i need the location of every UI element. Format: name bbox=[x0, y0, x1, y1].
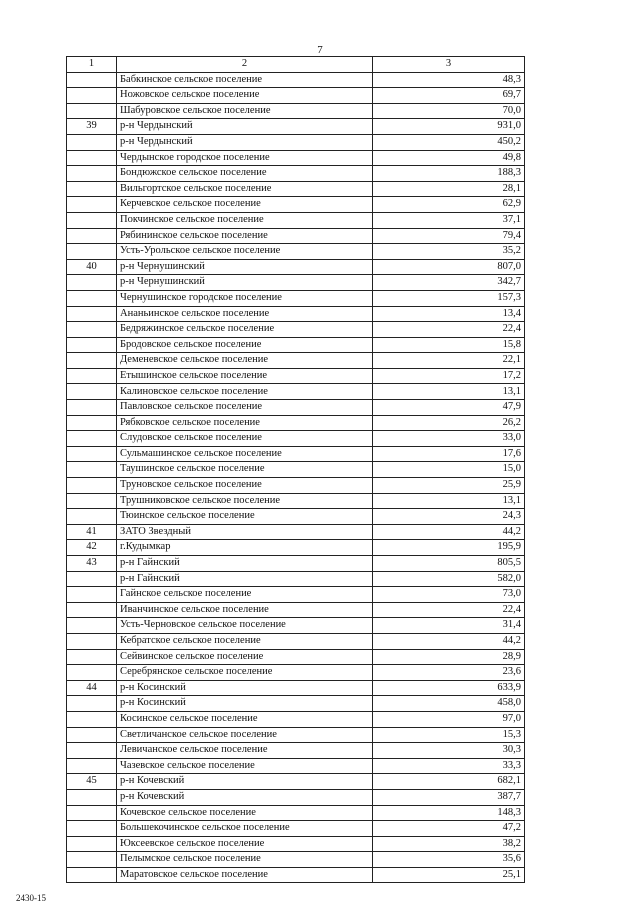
row-value: 450,2 bbox=[373, 134, 525, 150]
header-row bbox=[67, 57, 525, 73]
row-name: Слудовское сельское поселение bbox=[117, 431, 373, 447]
row-name: Бродовское сельское поселение bbox=[117, 337, 373, 353]
row-value: 195,9 bbox=[373, 540, 525, 556]
row-name: Чазевское сельское поселение bbox=[117, 758, 373, 774]
data-table bbox=[66, 56, 525, 883]
row-value: 15,0 bbox=[373, 462, 525, 478]
table-row bbox=[67, 633, 525, 649]
row-name: р-н Косинский bbox=[117, 696, 373, 712]
row-number bbox=[67, 462, 117, 478]
row-name: р-н Чернушинский bbox=[117, 259, 373, 275]
row-name: Серебрянское сельское поселение bbox=[117, 665, 373, 681]
row-number bbox=[67, 415, 117, 431]
row-number bbox=[67, 478, 117, 494]
row-name: р-н Чердынский bbox=[117, 134, 373, 150]
table-row bbox=[67, 368, 525, 384]
row-number bbox=[67, 197, 117, 213]
row-value: 97,0 bbox=[373, 711, 525, 727]
row-number bbox=[67, 618, 117, 634]
row-name: р-н Чернушинский bbox=[117, 275, 373, 291]
row-name: Ананьинское сельское поселение bbox=[117, 306, 373, 322]
table-row bbox=[67, 306, 525, 322]
row-number bbox=[67, 103, 117, 119]
row-name: ЗАТО Звездный bbox=[117, 524, 373, 540]
row-number bbox=[67, 711, 117, 727]
table-row bbox=[67, 462, 525, 478]
table-row bbox=[67, 821, 525, 837]
footer-code: 2430-15 bbox=[16, 893, 46, 903]
table-row bbox=[67, 431, 525, 447]
table-row bbox=[67, 587, 525, 603]
row-number bbox=[67, 587, 117, 603]
row-value: 807,0 bbox=[373, 259, 525, 275]
row-value: 15,8 bbox=[373, 337, 525, 353]
row-value: 13,1 bbox=[373, 493, 525, 509]
row-value: 23,6 bbox=[373, 665, 525, 681]
row-number bbox=[67, 867, 117, 883]
row-number bbox=[67, 400, 117, 416]
row-number bbox=[67, 150, 117, 166]
row-name: Светличанское сельское поселение bbox=[117, 727, 373, 743]
row-name: Кочевское сельское поселение bbox=[117, 805, 373, 821]
row-value: 62,9 bbox=[373, 197, 525, 213]
table-row bbox=[67, 478, 525, 494]
row-name: р-н Гайнский bbox=[117, 571, 373, 587]
table-row bbox=[67, 212, 525, 228]
row-value: 73,0 bbox=[373, 587, 525, 603]
row-value: 49,8 bbox=[373, 150, 525, 166]
row-value: 805,5 bbox=[373, 556, 525, 572]
row-number bbox=[67, 181, 117, 197]
row-value: 148,3 bbox=[373, 805, 525, 821]
row-name: Кебратское сельское поселение bbox=[117, 633, 373, 649]
row-name: Чернушинское городское поселение bbox=[117, 290, 373, 306]
row-number bbox=[67, 322, 117, 338]
table-row bbox=[67, 88, 525, 104]
row-number bbox=[67, 166, 117, 182]
row-number bbox=[67, 275, 117, 291]
row-name: р-н Чердынский bbox=[117, 119, 373, 135]
row-value: 22,4 bbox=[373, 322, 525, 338]
row-name: р-н Кочевский bbox=[117, 789, 373, 805]
table-row bbox=[67, 571, 525, 587]
row-name: Бабкинское сельское поселение bbox=[117, 72, 373, 88]
row-name: Юксеевское сельское поселение bbox=[117, 836, 373, 852]
row-number bbox=[67, 758, 117, 774]
row-number bbox=[67, 337, 117, 353]
row-value: 38,2 bbox=[373, 836, 525, 852]
row-number bbox=[67, 290, 117, 306]
table-row bbox=[67, 618, 525, 634]
row-value: 25,9 bbox=[373, 478, 525, 494]
table-row bbox=[67, 150, 525, 166]
row-number: 43 bbox=[67, 556, 117, 572]
row-name: Ножовское сельское поселение bbox=[117, 88, 373, 104]
table-row bbox=[67, 524, 525, 540]
table-row bbox=[67, 665, 525, 681]
row-number bbox=[67, 493, 117, 509]
row-number bbox=[67, 743, 117, 759]
row-number bbox=[67, 212, 117, 228]
row-value: 157,3 bbox=[373, 290, 525, 306]
row-value: 28,1 bbox=[373, 181, 525, 197]
row-value: 33,0 bbox=[373, 431, 525, 447]
row-number bbox=[67, 228, 117, 244]
table-row bbox=[67, 509, 525, 525]
table-row bbox=[67, 337, 525, 353]
row-value: 342,7 bbox=[373, 275, 525, 291]
table-row bbox=[67, 836, 525, 852]
row-name: Деменевское сельское поселение bbox=[117, 353, 373, 369]
row-number: 42 bbox=[67, 540, 117, 556]
table-body bbox=[67, 72, 525, 883]
row-name: Усть-Урольское сельское поселение bbox=[117, 244, 373, 260]
table-row bbox=[67, 181, 525, 197]
row-number: 40 bbox=[67, 259, 117, 275]
table-row bbox=[67, 400, 525, 416]
table-row bbox=[67, 259, 525, 275]
row-number bbox=[67, 633, 117, 649]
table-row bbox=[67, 415, 525, 431]
row-value: 17,2 bbox=[373, 368, 525, 384]
table-row bbox=[67, 774, 525, 790]
table-row bbox=[67, 446, 525, 462]
row-name: Керчевское сельское поселение bbox=[117, 197, 373, 213]
table-row bbox=[67, 228, 525, 244]
row-value: 70,0 bbox=[373, 103, 525, 119]
row-name: Левичанское сельское поселение bbox=[117, 743, 373, 759]
row-value: 28,9 bbox=[373, 649, 525, 665]
table-row bbox=[67, 322, 525, 338]
row-number bbox=[67, 805, 117, 821]
row-value: 30,3 bbox=[373, 743, 525, 759]
row-value: 13,1 bbox=[373, 384, 525, 400]
row-number bbox=[67, 789, 117, 805]
row-value: 47,2 bbox=[373, 821, 525, 837]
row-value: 33,3 bbox=[373, 758, 525, 774]
row-value: 25,1 bbox=[373, 867, 525, 883]
table-row bbox=[67, 867, 525, 883]
row-value: 44,2 bbox=[373, 633, 525, 649]
row-name: Трушниковское сельское поселение bbox=[117, 493, 373, 509]
table-row bbox=[67, 72, 525, 88]
row-value: 22,1 bbox=[373, 353, 525, 369]
row-number bbox=[67, 353, 117, 369]
table-row bbox=[67, 789, 525, 805]
row-value: 387,7 bbox=[373, 789, 525, 805]
table-row bbox=[67, 384, 525, 400]
row-name: Сульмашинское сельское поселение bbox=[117, 446, 373, 462]
table-row bbox=[67, 290, 525, 306]
table-row bbox=[67, 556, 525, 572]
row-name: Иванчинское сельское поселение bbox=[117, 602, 373, 618]
row-name: р-н Гайнский bbox=[117, 556, 373, 572]
row-number bbox=[67, 509, 117, 525]
row-name: Чердынское городское поселение bbox=[117, 150, 373, 166]
table-row bbox=[67, 244, 525, 260]
row-number bbox=[67, 446, 117, 462]
row-name: Бедряжинское сельское поселение bbox=[117, 322, 373, 338]
row-name: Сейвинское сельское поселение bbox=[117, 649, 373, 665]
row-value: 79,4 bbox=[373, 228, 525, 244]
row-value: 582,0 bbox=[373, 571, 525, 587]
row-value: 188,3 bbox=[373, 166, 525, 182]
row-value: 22,4 bbox=[373, 602, 525, 618]
row-name: Рябининское сельское поселение bbox=[117, 228, 373, 244]
header-col-3: 3 bbox=[373, 57, 525, 73]
row-number bbox=[67, 649, 117, 665]
row-value: 31,4 bbox=[373, 618, 525, 634]
row-number bbox=[67, 696, 117, 712]
row-name: Вильгортское сельское поселение bbox=[117, 181, 373, 197]
row-name: Маратовское сельское поселение bbox=[117, 867, 373, 883]
row-name: р-н Кочевский bbox=[117, 774, 373, 790]
row-name: Пелымское сельское поселение bbox=[117, 852, 373, 868]
row-number: 44 bbox=[67, 680, 117, 696]
row-number bbox=[67, 134, 117, 150]
row-value: 35,2 bbox=[373, 244, 525, 260]
row-name: Косинское сельское поселение bbox=[117, 711, 373, 727]
table-row bbox=[67, 540, 525, 556]
row-name: Таушинское сельское поселение bbox=[117, 462, 373, 478]
row-value: 17,6 bbox=[373, 446, 525, 462]
row-number bbox=[67, 727, 117, 743]
table-row bbox=[67, 275, 525, 291]
header-col-1: 1 bbox=[67, 57, 117, 73]
header-col-2: 2 bbox=[117, 57, 373, 73]
row-value: 13,4 bbox=[373, 306, 525, 322]
table-row bbox=[67, 103, 525, 119]
table-row bbox=[67, 353, 525, 369]
table-row bbox=[67, 493, 525, 509]
row-number: 39 bbox=[67, 119, 117, 135]
table-row bbox=[67, 134, 525, 150]
row-value: 48,3 bbox=[373, 72, 525, 88]
table-row bbox=[67, 197, 525, 213]
table-row bbox=[67, 743, 525, 759]
row-value: 931,0 bbox=[373, 119, 525, 135]
row-name: р-н Косинский bbox=[117, 680, 373, 696]
row-name: Бондюжское сельское поселение bbox=[117, 166, 373, 182]
table-row bbox=[67, 696, 525, 712]
row-number bbox=[67, 821, 117, 837]
row-name: Павловское сельское поселение bbox=[117, 400, 373, 416]
row-number: 41 bbox=[67, 524, 117, 540]
row-value: 47,9 bbox=[373, 400, 525, 416]
row-value: 682,1 bbox=[373, 774, 525, 790]
row-number bbox=[67, 836, 117, 852]
row-name: Етышинское сельское поселение bbox=[117, 368, 373, 384]
row-number bbox=[67, 602, 117, 618]
row-number bbox=[67, 431, 117, 447]
row-name: Покчинское сельское поселение bbox=[117, 212, 373, 228]
row-number bbox=[67, 852, 117, 868]
row-name: Рябковское сельское поселение bbox=[117, 415, 373, 431]
row-number bbox=[67, 665, 117, 681]
row-value: 69,7 bbox=[373, 88, 525, 104]
page-number: 7 bbox=[317, 44, 323, 56]
table-row bbox=[67, 758, 525, 774]
row-name: Большекочинское сельское поселение bbox=[117, 821, 373, 837]
row-number: 45 bbox=[67, 774, 117, 790]
table-row bbox=[67, 649, 525, 665]
table-row bbox=[67, 166, 525, 182]
row-value: 44,2 bbox=[373, 524, 525, 540]
row-name: Труновское сельское поселение bbox=[117, 478, 373, 494]
row-name: Калиновское сельское поселение bbox=[117, 384, 373, 400]
table-row bbox=[67, 711, 525, 727]
row-value: 26,2 bbox=[373, 415, 525, 431]
row-value: 458,0 bbox=[373, 696, 525, 712]
row-name: Тюинское сельское поселение bbox=[117, 509, 373, 525]
row-value: 15,3 bbox=[373, 727, 525, 743]
table-row bbox=[67, 805, 525, 821]
row-number bbox=[67, 571, 117, 587]
row-name: г.Кудымкар bbox=[117, 540, 373, 556]
row-name: Шабуровское сельское поселение bbox=[117, 103, 373, 119]
row-number bbox=[67, 384, 117, 400]
table-row bbox=[67, 727, 525, 743]
row-number bbox=[67, 244, 117, 260]
row-value: 633,9 bbox=[373, 680, 525, 696]
table-row bbox=[67, 602, 525, 618]
row-number bbox=[67, 368, 117, 384]
table-row bbox=[67, 852, 525, 868]
row-number bbox=[67, 88, 117, 104]
row-value: 24,3 bbox=[373, 509, 525, 525]
row-number bbox=[67, 72, 117, 88]
row-name: Гайнское сельское поселение bbox=[117, 587, 373, 603]
row-number bbox=[67, 306, 117, 322]
row-name: Усть-Черновское сельское поселение bbox=[117, 618, 373, 634]
row-value: 37,1 bbox=[373, 212, 525, 228]
table-row bbox=[67, 680, 525, 696]
table-row bbox=[67, 119, 525, 135]
row-value: 35,6 bbox=[373, 852, 525, 868]
